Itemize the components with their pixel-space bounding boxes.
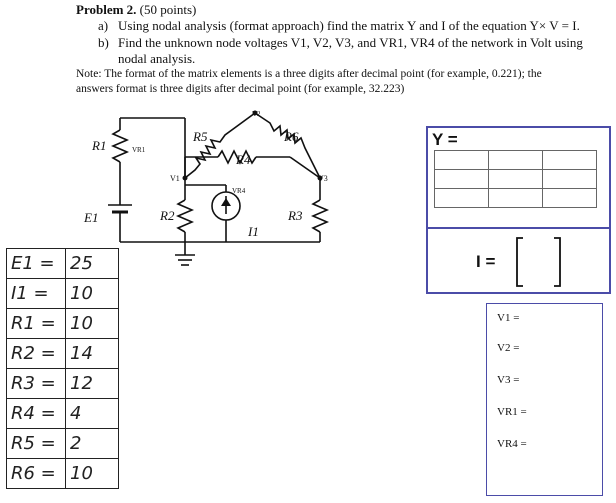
voltage-answers-box <box>486 303 603 496</box>
given-row <box>7 309 119 339</box>
part-b-label: b) <box>98 35 109 50</box>
given-row <box>7 249 119 279</box>
label-r2: R2 <box>160 208 175 223</box>
given-name: R2 = <box>7 339 66 369</box>
label-r3: R3 <box>288 208 303 223</box>
y-cell[interactable] <box>435 151 489 170</box>
given-value: 25 <box>66 249 119 279</box>
label-r1: R1 <box>92 138 107 153</box>
given-value: 4 <box>66 399 119 429</box>
given-name: R5 = <box>7 429 66 459</box>
box-divider <box>428 227 609 229</box>
y-cell[interactable] <box>543 151 597 170</box>
answer-vr4[interactable]: VR4 = <box>497 438 527 450</box>
answer-v2[interactable]: V2 = <box>497 342 520 354</box>
given-row <box>7 399 119 429</box>
given-name: E1 = <box>7 249 66 279</box>
label-vr1: VR1 <box>132 146 146 154</box>
given-name: I1 = <box>7 279 66 309</box>
y-cell[interactable] <box>543 170 597 189</box>
label-r5: R5 <box>193 129 208 144</box>
y-label: Y = <box>432 130 458 149</box>
node-v1 <box>183 176 188 181</box>
given-value: 14 <box>66 339 119 369</box>
given-name: R3 = <box>7 369 66 399</box>
y-cell[interactable] <box>435 170 489 189</box>
given-value: 10 <box>66 459 119 489</box>
y-cell[interactable] <box>489 189 543 208</box>
y-cell[interactable] <box>489 170 543 189</box>
label-v3: V3 <box>318 174 328 183</box>
given-row <box>7 369 119 399</box>
part-a-label: a) <box>98 18 109 33</box>
label-vr4: VR4 <box>232 187 246 195</box>
y-cell[interactable] <box>489 151 543 170</box>
label-r6: R6 <box>284 129 299 144</box>
given-value: 10 <box>66 279 119 309</box>
given-row <box>7 429 119 459</box>
part-b-text-2: nodal analysis. <box>118 51 196 66</box>
i-label: I = <box>476 252 496 271</box>
part-b-text-1: Find the unknown node voltages V1, V2, V3, and VR1, VR4 of the network in Volt using <box>118 35 583 50</box>
label-e1: E1 <box>84 210 99 225</box>
problem-points: (50 points) <box>139 2 197 17</box>
given-value: 2 <box>66 429 119 459</box>
given-row <box>7 339 119 369</box>
note-line-2: answers format is three digits after decimal point (for example, 32.223) <box>76 83 405 95</box>
y-cell[interactable] <box>435 189 489 208</box>
resistor-r3 <box>313 200 327 232</box>
label-r4: R4 <box>236 152 251 167</box>
given-name: R1 = <box>7 309 66 339</box>
given-value: 12 <box>66 369 119 399</box>
label-v1: V1 <box>170 174 180 183</box>
y-cell[interactable] <box>543 189 597 208</box>
label-v2: V2 <box>252 110 261 118</box>
answer-vr1[interactable]: VR1 = <box>497 406 527 418</box>
label-i1: I1 <box>248 224 259 239</box>
given-value: 10 <box>66 309 119 339</box>
note-line-1: Note: The format of the matrix elements is a three digits after decimal point (for example, 0.221); the <box>76 68 542 80</box>
part-a-text: Using nodal analysis (format approach) find the matrix Y and I of the equation Y× V = I. <box>118 18 580 33</box>
given-row <box>7 459 119 489</box>
resistor-r2 <box>178 200 192 232</box>
problem-title: Problem 2. <box>76 2 137 17</box>
resistor-r1 <box>113 130 127 162</box>
given-row <box>7 279 119 309</box>
given-name: R6 = <box>7 459 66 489</box>
answer-v3[interactable]: V3 = <box>497 374 520 386</box>
i-vector-brackets[interactable] <box>514 234 564 290</box>
y-matrix-grid <box>434 150 597 208</box>
answer-v1[interactable]: V1 = <box>497 312 520 324</box>
resistor-r6 <box>255 113 320 178</box>
given-values-table <box>6 248 119 489</box>
given-name: R4 = <box>7 399 66 429</box>
matrix-answer-box <box>426 126 611 294</box>
resistor-r5 <box>185 113 255 178</box>
